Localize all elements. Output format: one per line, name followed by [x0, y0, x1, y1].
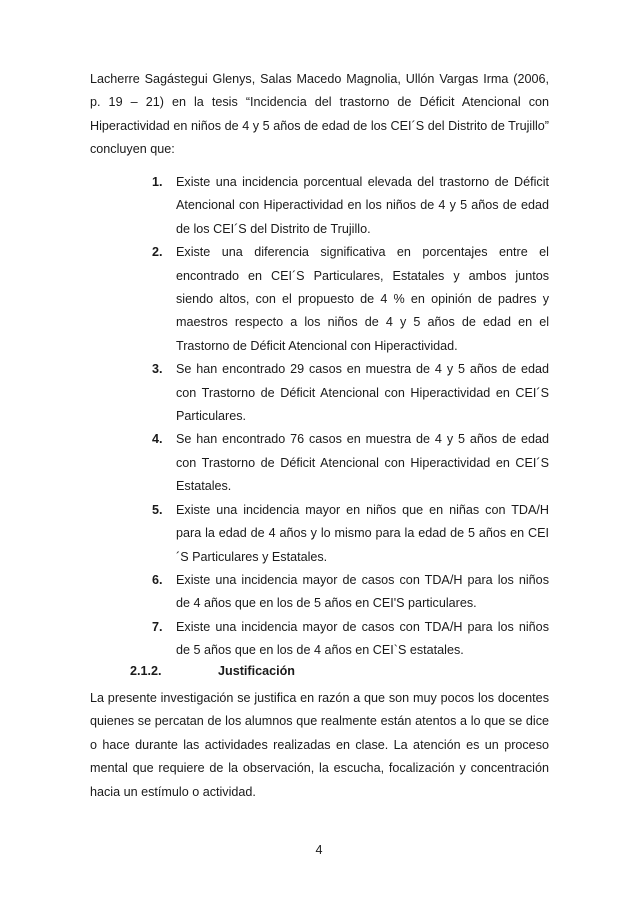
list-item-number: 6.	[152, 572, 163, 587]
list-item	[152, 569, 549, 616]
list-item	[152, 358, 549, 428]
list-item-number: 4.	[152, 432, 163, 447]
list-item-text: Existe una incidencia mayor de casos con TDA/H para los niños de 5 años que en los de 4 años en CEI`S estatales.	[176, 619, 549, 658]
list-item	[152, 241, 549, 358]
list-item	[152, 171, 549, 241]
list-item-text: Se han encontrado 29 casos en muestra de 4 y 5 años de edad con Trastorno de Déficit Atencional con Hiperactividad en CEI´S Particulares.	[176, 362, 549, 424]
list-item-text: Existe una incidencia mayor en niños que en niñas con TDA/H para la edad de 4 años y lo mismo para la edad de 5 años en CEI´S Particulares y Estatales.	[176, 502, 549, 564]
list-item-text: Se han encontrado 76 casos en muestra de 4 y 5 años de edad con Trastorno de Déficit Atencional con Hiperactividad en CEI´S Estatales.	[176, 432, 549, 494]
section-title: Justificación	[218, 664, 295, 678]
justification-paragraph: La presente investigación se justifica en razón a que son muy pocos los docentes quienes se percatan de los alumnos que realmente están atentos a lo que se dice o hace durante las actividades realizadas en clase. La atención es un proceso mental que requiere de la observación, la escucha, focalización y concentración hacia un estímulo o actividad.	[90, 691, 549, 799]
conclusions-list	[152, 171, 549, 663]
list-item-number: 1.	[152, 175, 163, 189]
list-item	[152, 499, 549, 569]
list-item-number: 3.	[152, 362, 163, 377]
list-item-text: Existe una incidencia porcentual elevada del trastorno de Déficit Atencional con Hiperactividad en los niños de 4 y 5 años de edad de los CEI´S del Distrito de Trujillo.	[176, 175, 549, 236]
page-number: 4	[315, 843, 323, 857]
list-item-text: Existe una diferencia significativa en porcentajes entre el encontrado en CEI´S Particulares, Estatales y ambos juntos siendo altos, con el propuesto de 4 % en opinión de padres y maestros respecto a los niños de 4 y 5 años de edad en el Trastorno de Déficit Atencional con Hiperactividad.	[176, 245, 549, 353]
section-number: 2.1.2.	[130, 664, 162, 678]
list-item	[152, 616, 549, 663]
list-item-text: Existe una incidencia mayor de casos con TDA/H para los niños de 4 años que en los de 5 años en CEI'S particulares.	[176, 572, 549, 611]
list-item-number: 7.	[152, 619, 163, 634]
list-item-number: 2.	[152, 245, 163, 260]
intro-paragraph: Lacherre Sagástegui Glenys, Salas Macedo Magnolia, Ullón Vargas Irma (2006, p. 19 – 21) en la tesis “Incidencia del trastorno de Déficit Atencional con Hiperactividad en niños de 4 y 5 años de edad de los CEI´S del Distrito de Trujillo” concluyen que:	[90, 72, 549, 157]
section-heading	[130, 661, 295, 681]
list-item-number: 5.	[152, 502, 163, 517]
list-item	[152, 428, 549, 498]
